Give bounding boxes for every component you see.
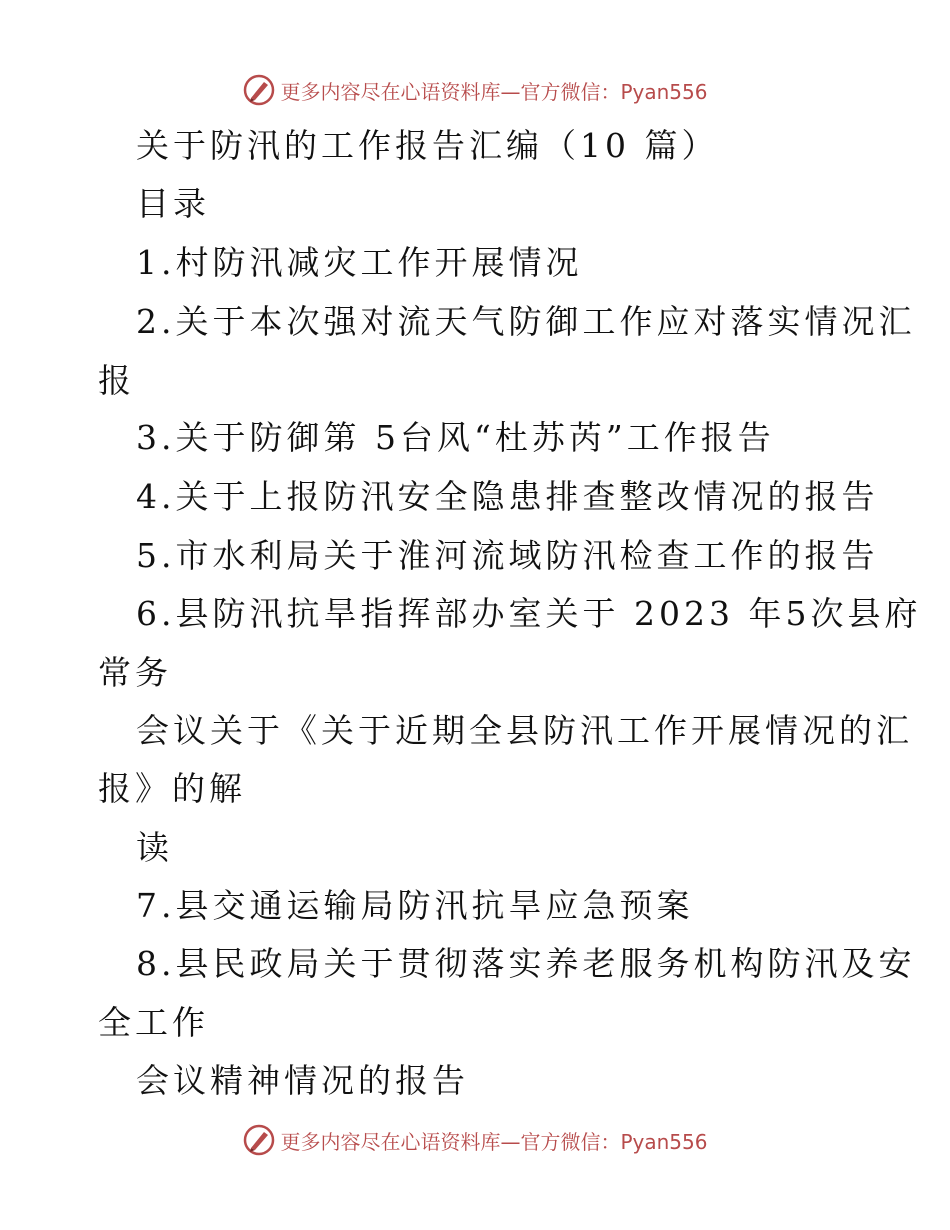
- toc-item-5: 5.市水利局关于淮河流域防汛检查工作的报告: [136, 536, 879, 575]
- toc-item-6-cont-1: 常务: [98, 653, 172, 692]
- toc-item-2: 2.关于本次强对流天气防御工作应对落实情况汇: [136, 302, 916, 341]
- watermark-banner-bottom: [0, 1120, 950, 1160]
- toc-item-4: 4.关于上报防汛安全隐患排查整改情况的报告: [136, 477, 879, 516]
- toc-item-7: 7.县交通运输局防汛抗旱应急预案: [136, 886, 694, 925]
- toc-item-3: 3.关于防御第 5台风“杜苏芮”工作报告: [136, 418, 775, 457]
- toc-item-8-cont-2: 会议精神情况的报告: [136, 1061, 469, 1100]
- pen-in-circle-icon: [242, 1123, 276, 1157]
- toc-item-8-cont-1: 全工作: [98, 1003, 209, 1042]
- toc-heading: 目录: [136, 184, 210, 223]
- toc-item-6-cont-4: 读: [136, 828, 173, 867]
- document-title: 关于防汛的工作报告汇编（10 篇）: [136, 126, 719, 165]
- toc-item-6-cont-2: 会议关于《关于近期全县防汛工作开展情况的汇: [136, 711, 913, 750]
- toc-item-6-cont-3: 报》的解: [98, 769, 246, 808]
- toc-item-1: 1.村防汛减灾工作开展情况: [136, 243, 583, 282]
- toc-item-2-cont: 报: [98, 361, 135, 400]
- watermark-text: 更多内容尽在心语资料库—官方微信：Pyan556: [280, 1129, 708, 1154]
- watermark-text: 更多内容尽在心语资料库—官方微信：Pyan556: [280, 79, 708, 104]
- toc-item-6: 6.县防汛抗旱指挥部办室关于 2023 年5次县府: [136, 594, 922, 633]
- toc-item-8: 8.县民政局关于贯彻落实养老服务机构防汛及安: [136, 944, 916, 983]
